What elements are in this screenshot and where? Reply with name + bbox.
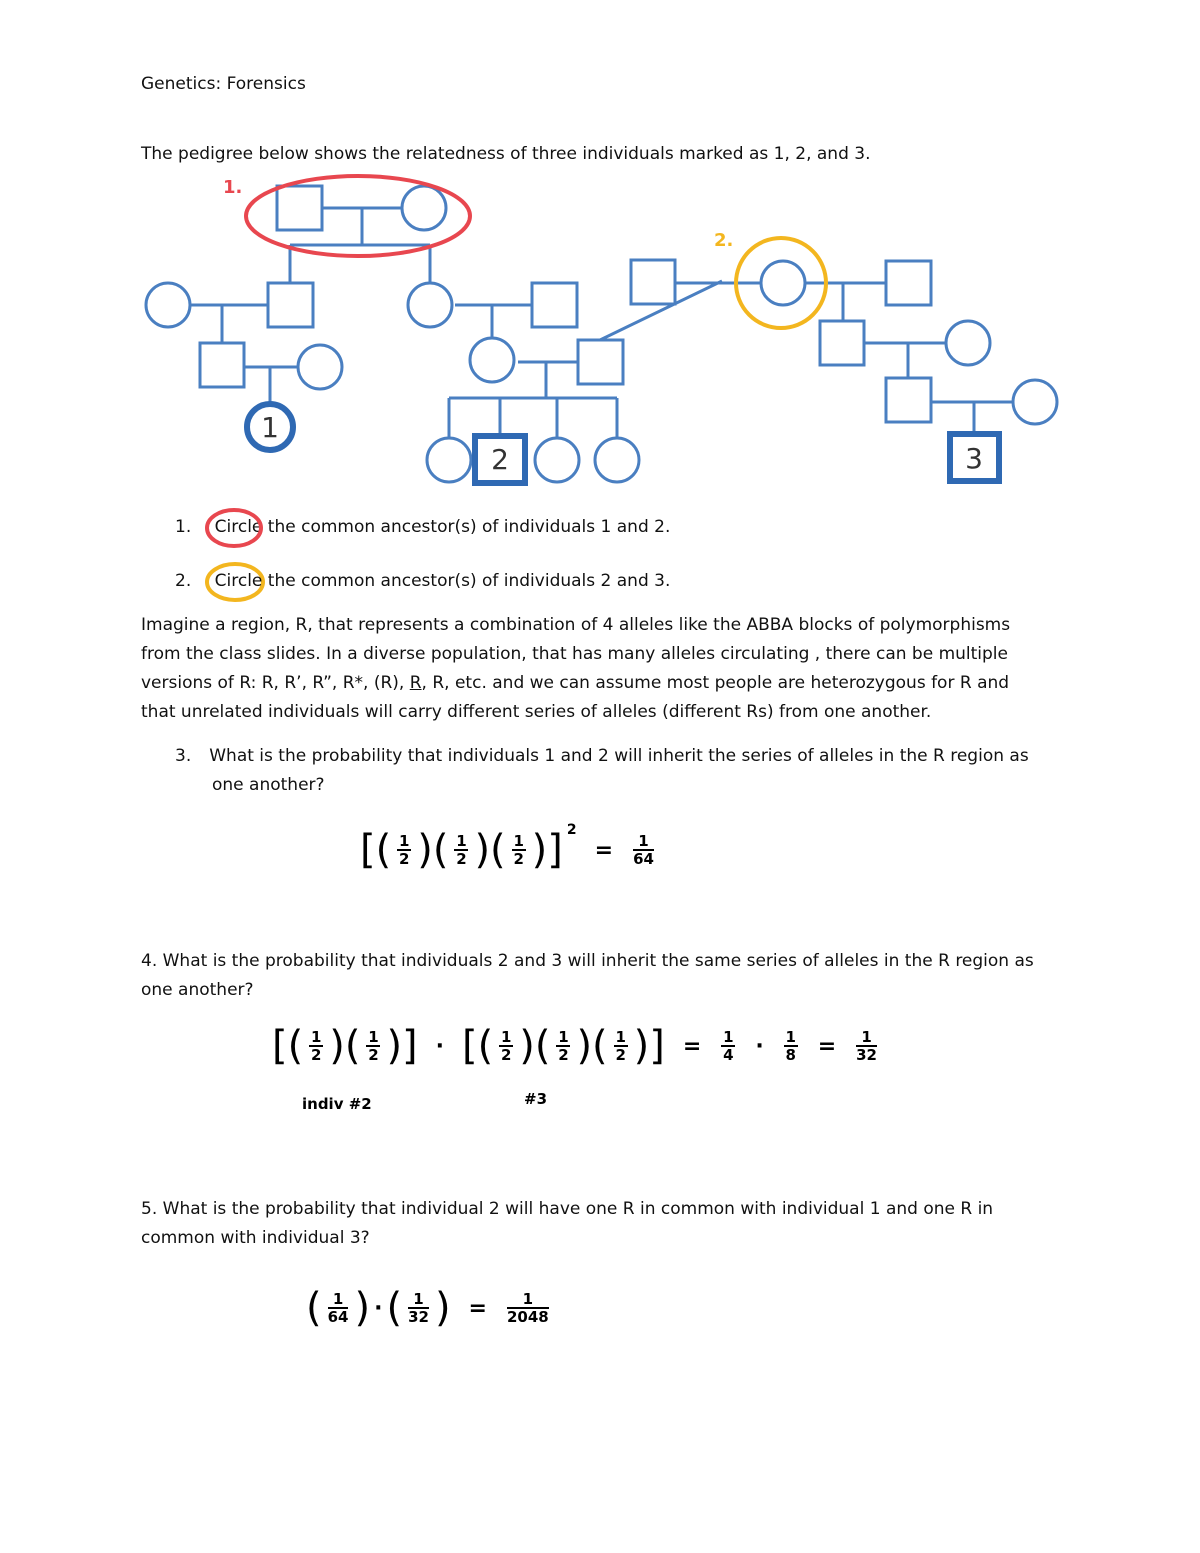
question-2: [175, 567, 670, 596]
paragraph-line-2: from the class slides. In a diverse population, that has many alleles circulating , there can be multiple: [141, 644, 1008, 664]
yellow-annotation-label: 2.: [714, 230, 734, 251]
common-ancestor-circle: [761, 261, 805, 305]
question-2-text: the common ancestor(s) of individuals 2 and 3.: [262, 571, 671, 591]
question-1-text: the common ancestor(s) of individuals 1 and 2.: [262, 517, 671, 537]
pedigree-individuals: [146, 186, 1057, 483]
paragraph-line-3: versions of R: R, R’, R”, R*, (R), R, R, etc. and we can assume most people are heterozygous for R and: [141, 673, 1010, 693]
individual-2-label: 2: [491, 443, 509, 476]
question-5-line-2: common with individual 3?: [141, 1228, 370, 1248]
question-5-answer: ( $\frac{1}{64}$ ) · ( $\frac{1}{32}$ ) = $\frac{1}{2048}$: [306, 1285, 549, 1331]
question-3-answer: [( $\frac{1}{2}$ )( $\frac{1}{2}$ )( $\frac{1}{2}$ )] 2 = $\frac{1}{64}$: [360, 822, 654, 873]
red-annotation-label: 1.: [223, 177, 243, 198]
pedigree-diagram: [0, 0, 1200, 520]
question-1-number: 1.: [175, 517, 192, 537]
question-1-circle-word: Circle: [214, 517, 263, 537]
question-5-line-1: What is the probability that individual 2 will have one R in common with individual 1 and one R in: [157, 1199, 994, 1219]
question-3-line-1: What is the probability that individuals 1 and 2 will inherit the series of alleles in the R region as: [209, 746, 1029, 766]
grandmother-circle: [402, 186, 446, 230]
individual-3-label: 3: [965, 442, 983, 475]
paragraph-line-4: that unrelated individuals will carry different series of alleles (different Rs) from one another.: [141, 702, 932, 722]
question-4-line-1: 4. What is the probability that individuals 2 and 3 will inherit the same series of alleles in the R region as: [141, 951, 1034, 971]
question-2-number: 2.: [175, 571, 192, 591]
question-1: [175, 513, 670, 542]
question-4-label-indiv-2: indiv #2: [302, 1095, 372, 1113]
question-5-number: 5.: [141, 1199, 158, 1219]
question-3-line-2: one another?: [212, 775, 325, 795]
question-4-answer: [( $\frac{1}{2}$ )( $\frac{1}{2}$ )] · [( $\frac{1}{2}$ )( $\frac{1}{2}$ )( $\frac{1}{2}$ )] = $\frac{1}{4}$ · $\frac{1}{8}$ = $\frac{1}{32}$: [272, 1023, 877, 1069]
explanation-paragraph: [141, 611, 1071, 727]
question-5: [141, 1195, 1071, 1253]
individual-1-label: 1: [261, 411, 279, 444]
paragraph-line-1: Imagine a region, R, that represents a combination of 4 alleles like the ABBA blocks of polymorphisms: [141, 615, 1011, 635]
page-title: Genetics: Forensics: [141, 74, 306, 94]
question-4-label-3: #3: [524, 1090, 548, 1108]
grandfather-square: [277, 186, 322, 230]
question-4-line-2: one another?: [141, 980, 254, 1000]
question-4: [141, 947, 1071, 1005]
question-3: [175, 742, 1075, 800]
question-3-number: 3.: [175, 746, 192, 766]
intro-text: The pedigree below shows the relatedness of three individuals marked as 1, 2, and 3.: [141, 144, 871, 164]
question-2-circle-word: Circle: [214, 571, 263, 591]
